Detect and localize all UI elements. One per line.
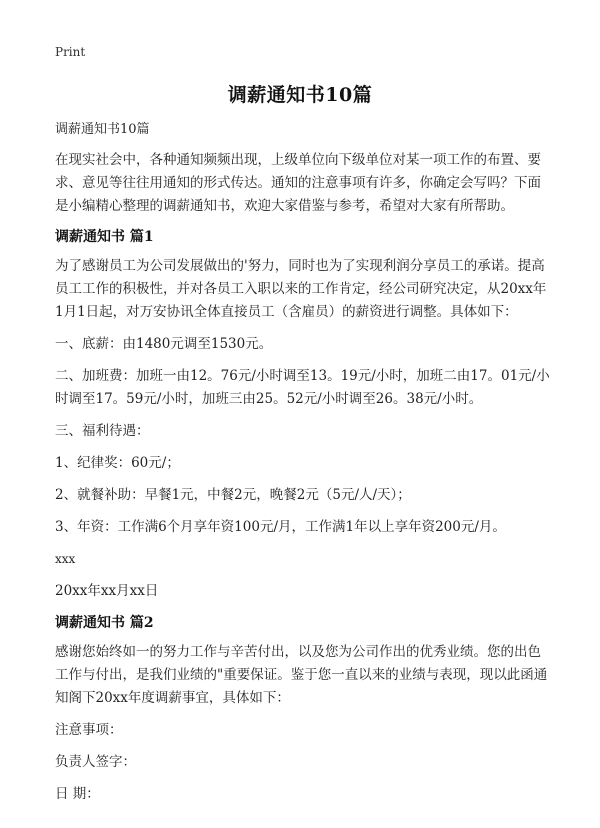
document-body [55,118,550,815]
section1-item-benefits: 三、福利待遇： [55,423,150,439]
intro-paragraph: 在现实社会中，各种通知频频出现，上级单位向下级单位对某一项工作的布置、要求、意见等往往用通知的形式传达。通知的注意事项有许多，你确定会写吗？下面是小编精心整理的调薪通知书，欢迎大家借鉴与参考，希望对大家有所帮助。 [55,152,541,214]
section2-responsible-label: 负责人签字： [55,754,136,770]
section1-benefit-discipline: 1、纪律奖：60元/； [55,455,180,471]
print-label: Print [55,45,86,59]
section2-paragraph: 感谢您始终如一的努力工作与辛苦付出，以及您为公司作出的优秀业绩。您的出色工作与付出，是我们业绩的"重要保证。鉴于您一直以来的业绩与表现，现以此函通知阁下20xx年度调薪事宜，具体如下： [55,644,548,706]
section1-heading: 调薪通知书 篇1 [55,229,154,245]
section2-heading: 调薪通知书 篇2 [55,615,154,631]
section1-benefit-meal: 2、就餐补助：早餐1元，中餐2元，晚餐2元（5元/人/天）； [55,487,411,503]
section1-signer: xxx [55,552,76,566]
section1-paragraph: 为了感谢员工为公司发展做出的'努力，同时也为了实现利润分享员工的承诺。提高员工工作的积极性，并对各员工入职以来的工作肯定，经公司研究决定，从20xx年1月1日起，对万安协讯全体直接员工（含雇员）的薪资进行调整。具体如下： [55,258,547,320]
page-title: 调薪通知书10篇 [227,84,373,106]
section2-note-label: 注意事项： [55,722,123,738]
section2-date-label: 日 期： [55,786,100,802]
section1-item-base-salary: 一、底薪：由1480元调至1530元。 [55,336,273,352]
document-subtitle: 调薪通知书10篇 [55,122,150,137]
section1-item-overtime: 二、加班费：加班一由12。76元/小时调至13。19元/小时，加班二由17。01元/小时调至17。59元/小时，加班三由25。52元/小时调至26。38元/小时。 [55,368,550,407]
section1-date: 20xx年xx月xx日 [55,583,159,599]
section1-benefit-seniority: 3、年资：工作满6个月享年资100元/月，工作满1年以上享年资200元/月。 [55,519,506,535]
